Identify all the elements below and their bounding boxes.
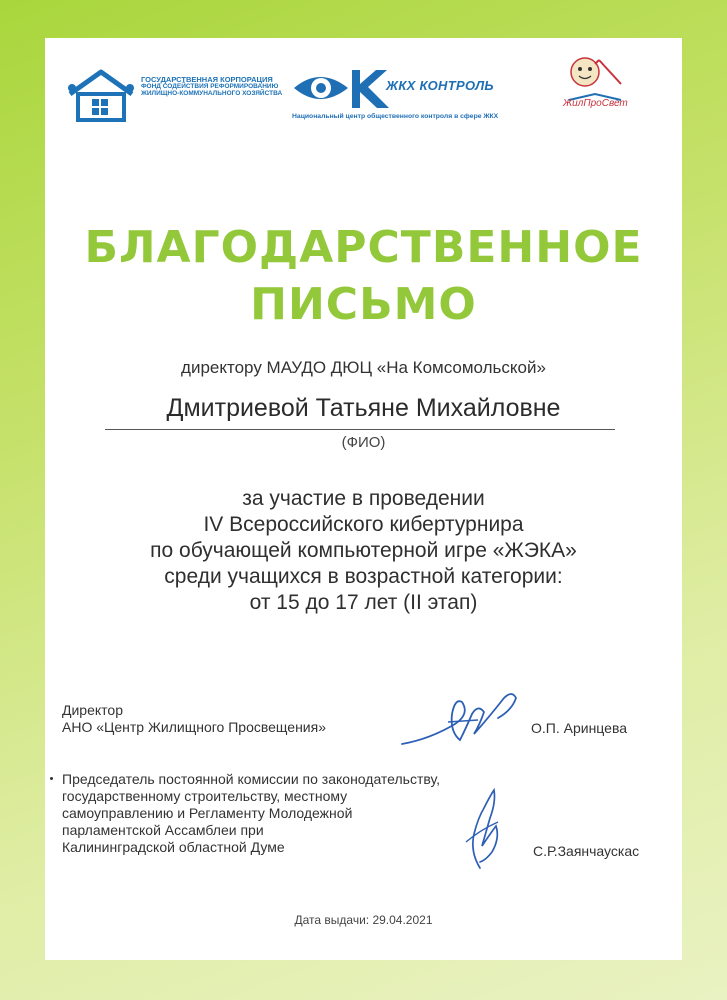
signatory1-role-line2: АНО «Центр Жилищного Просвещения»	[62, 719, 326, 735]
signatory2-role-line3: самоуправлению и Регламенту Молодежной	[62, 805, 353, 821]
title-line2: ПИСЬМО	[250, 279, 477, 330]
name-underline	[105, 429, 615, 430]
issue-date: Дата выдачи: 29.04.2021	[294, 913, 433, 927]
zhilprosvet-text: ЖилПроСвет	[563, 98, 628, 109]
signatory2-name: С.Р.Заянчаускас	[533, 843, 640, 859]
list-bullet	[50, 777, 53, 780]
reason-text	[60, 486, 667, 616]
signatory2-role-line4: парламентской Ассамблеи при	[62, 822, 264, 838]
zhilprosvet-logo	[555, 52, 635, 122]
zhkh-control-logo	[290, 66, 545, 126]
recipient-name: Дмитриевой Татьяне Михайловне	[166, 394, 561, 422]
fund-logo-line3: ЖИЛИЩНО-КОММУНАЛЬНОГО ХОЗЯЙСТВА	[141, 89, 283, 97]
signature2	[440, 782, 520, 872]
fund-logo-line1: ГОСУДАРСТВЕННАЯ КОРПОРАЦИЯ	[141, 75, 273, 84]
signature1	[400, 684, 530, 754]
reason-line3: по обучающей компьютерной игре «ЖЭКА»	[150, 539, 577, 562]
reason-line4: среди учащихся в возрастной категории:	[164, 565, 563, 588]
title-line1: БЛАГОДАРСТВЕННОЕ	[84, 222, 643, 273]
recipient-position: директору МАУДО ДЮЦ «На Комсомольской»	[181, 358, 546, 377]
zhkh-control-title: ЖКХ КОНТРОЛЬ	[386, 78, 494, 93]
eye-k-icon	[290, 66, 400, 112]
fund-logo	[62, 66, 282, 126]
name-caption: (ФИО)	[341, 434, 386, 451]
zhkh-control-subtitle: Национальный центр общественного контроля в сфере ЖКХ	[292, 113, 499, 120]
signatory2-role-line5: Калининградской областной Думе	[62, 839, 285, 855]
signatory1-role	[62, 702, 326, 736]
reason-line5: от 15 до 17 лет (II этап)	[249, 591, 478, 614]
fund-logo-line2: ФОНД СОДЕЙСТВИЯ РЕФОРМИРОВАНИЮ	[141, 82, 279, 90]
house-bulb-icon	[555, 52, 635, 102]
fund-house-icon	[62, 66, 140, 124]
signatory2-role-line1: Председатель постоянной комиссии по законодательству,	[62, 771, 440, 787]
signatory1-name: О.П. Аринцева	[531, 720, 628, 736]
signatory1-role-line1: Директор	[62, 702, 123, 718]
reason-line2: IV Всероссийского кибертурнира	[203, 513, 524, 536]
reason-line1: за участие в проведении	[242, 487, 485, 510]
signatory2-role-line2: государственному строительству, местному	[62, 788, 348, 804]
